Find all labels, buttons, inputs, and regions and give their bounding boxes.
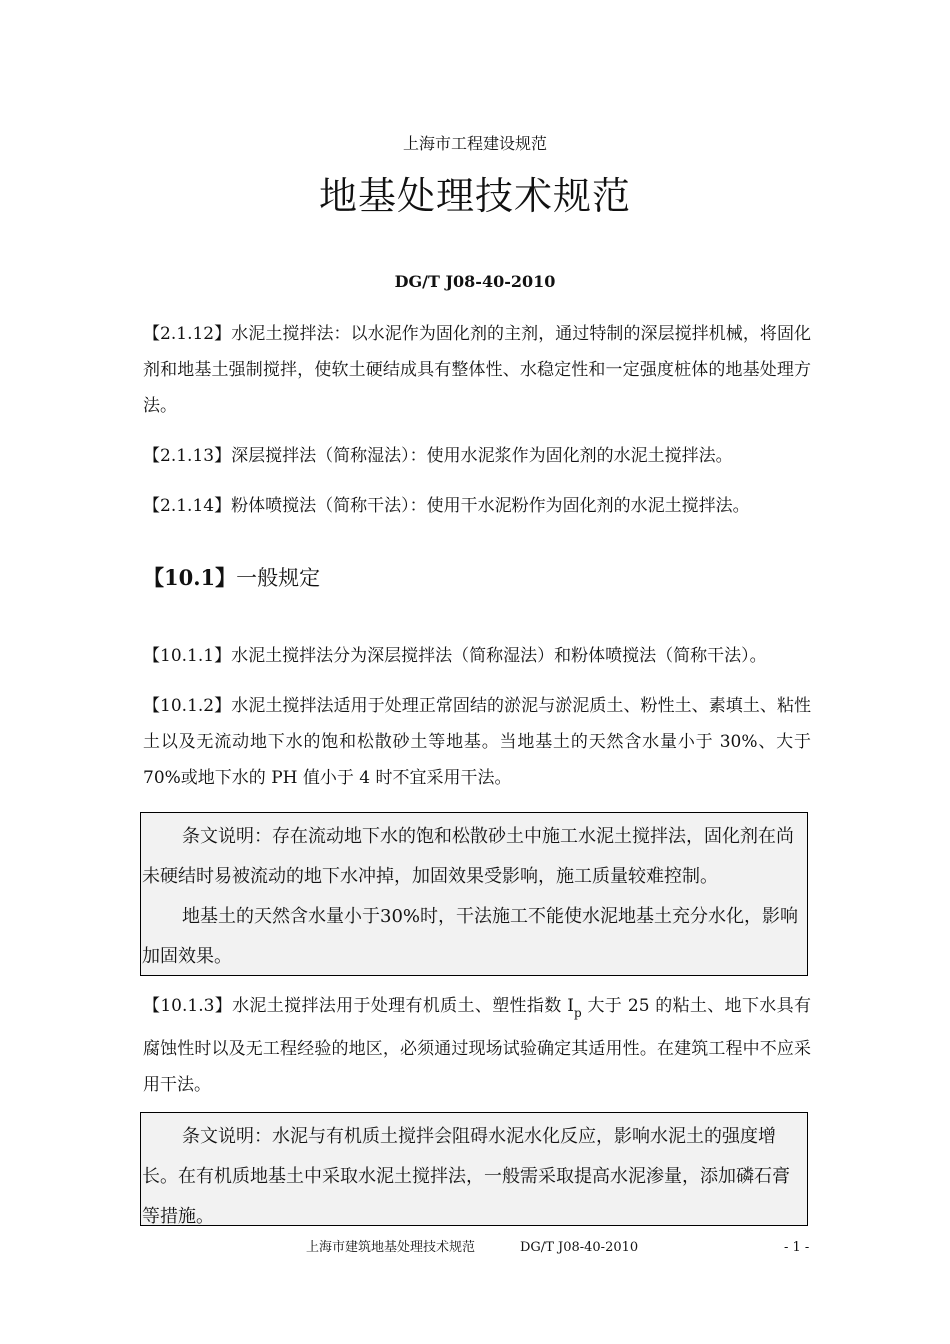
clause-number: 【2.1.14】 — [143, 496, 232, 516]
footer-document-name: 上海市建筑地基处理技术规范 — [306, 1240, 476, 1255]
clause-number: 【10.1.1】 — [143, 646, 232, 666]
clause-number: 【10.1.2】 — [143, 696, 232, 716]
document-title: 地基处理技术规范 — [318, 174, 631, 218]
clause-number: 【2.1.12】 — [143, 324, 232, 344]
clause-text: 水泥土搅拌法：以水泥作为固化剂的主剂，通过特制的深层搅拌机械，将固化剂和地基土强制搅拌，使软土硬结成具有整体性、水稳定性和一定强度桩体的地基处理方法。 — [143, 324, 811, 416]
clause-text: 水泥土搅拌法适用于处理正常固结的淤泥与淤泥质土、粉性土、素填土、粘性土以及无流动地下水的饱和松散砂土等地基。当地基土的天然含水量小于 30%、大于 70%或地下水的 PH 值小于 4 时不宜采用干法。 — [143, 696, 811, 788]
section-heading-10-1 — [143, 560, 320, 596]
page-number: - 1 - — [784, 1240, 810, 1255]
commentary-paragraph: 地基土的天然含水量小于30%时，干法施工不能使水泥地基土充分水化，影响加固效果。 — [142, 906, 799, 967]
subscript-p: p — [574, 1006, 582, 1020]
section-number: 【10.1】 — [143, 565, 237, 590]
footer-standard-code: DG/T J08-40-2010 — [520, 1240, 639, 1255]
section-title: 一般规定 — [236, 566, 321, 590]
clause-text: 粉体喷搅法（简称干法）：使用干水泥粉作为固化剂的水泥土搅拌法。 — [231, 496, 750, 516]
standard-code: DG/T J08-40-2010 — [394, 272, 556, 291]
clause-text: 水泥土搅拌法分为深层搅拌法（简称湿法）和粉体喷搅法（简称干法）。 — [231, 646, 767, 666]
clause-text: 水泥土搅拌法用于处理有机质土、塑性指数 I — [232, 996, 575, 1016]
commentary-box-1 — [140, 812, 808, 976]
clause-number: 【10.1.3】 — [143, 996, 233, 1016]
document-subtitle: 上海市工程建设规范 — [402, 134, 547, 153]
clause-10-1-3 — [143, 988, 811, 1103]
clause-2-1-13 — [143, 438, 811, 474]
clause-10-1-2 — [143, 688, 811, 796]
commentary-paragraph: 条文说明：存在流动地下水的饱和松散砂土中施工水泥土搅拌法，固化剂在尚未硬结时易被流动的地下水冲掉，加固效果受影响，施工质量较难控制。 — [142, 826, 794, 887]
commentary-paragraph: 条文说明：水泥与有机质土搅拌会阻碍水泥水化反应，影响水泥土的强度增长。在有机质地基土中采取水泥土搅拌法，一般需采取提高水泥渗量，添加磷石膏等措施。 — [142, 1126, 790, 1227]
clause-text: 深层搅拌法（简称湿法）：使用水泥浆作为固化剂的水泥土搅拌法。 — [231, 446, 733, 466]
clause-text-continued: 大于 25 的粘土、地下水具有腐蚀性时以及无工程经验的地区，必须通过现场试验确定其适用性。在建筑工程中不应采用干法。 — [143, 996, 811, 1095]
commentary-box-2 — [140, 1112, 808, 1226]
clause-number: 【2.1.13】 — [143, 446, 232, 466]
clause-2-1-14 — [143, 488, 811, 524]
clause-2-1-12 — [143, 316, 811, 424]
clause-10-1-1 — [143, 638, 811, 674]
